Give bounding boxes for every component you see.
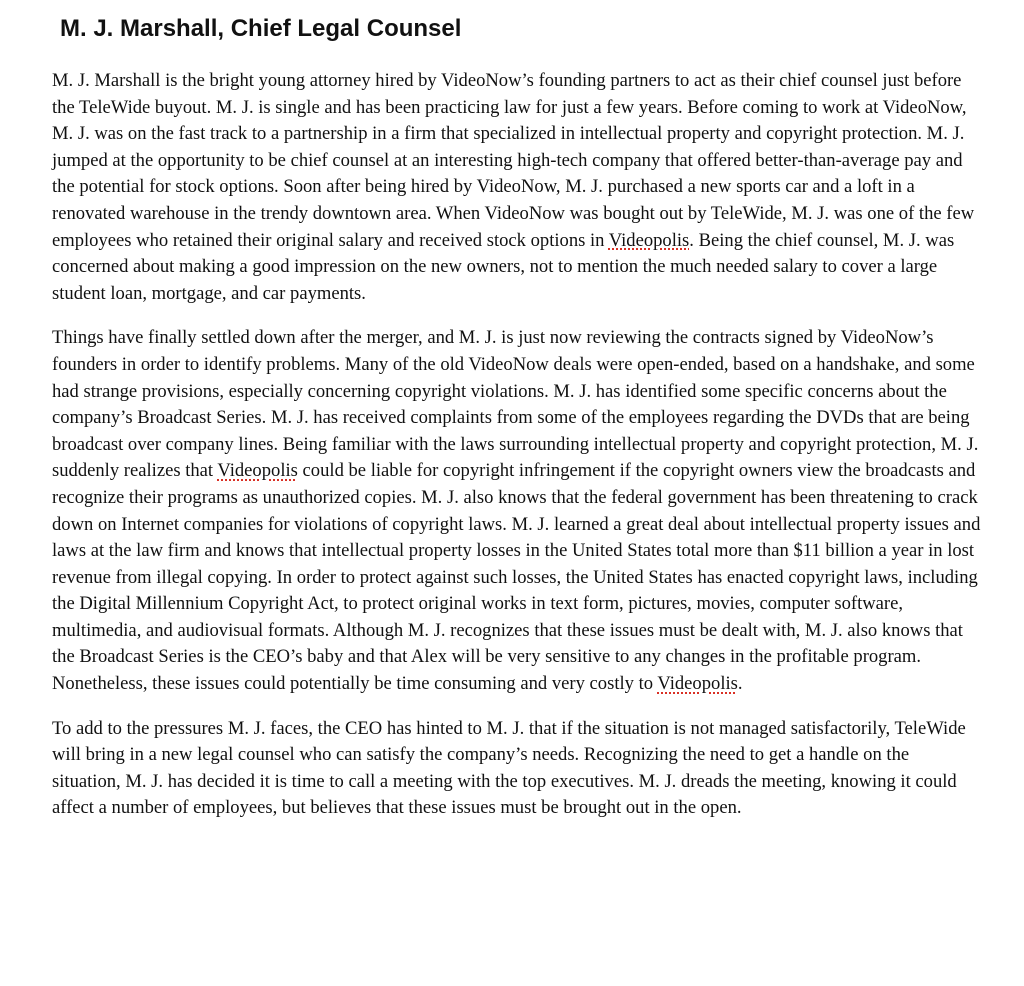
document-title: M. J. Marshall, Chief Legal Counsel [60,15,462,42]
paragraph-1-text-a: M. J. Marshall is the bright young attorney hired by VideoNow’s founding partners to act as their chief counsel just before the TeleWide buyout. M. J. is single and has been practicing law for just a few years. Before coming to work at VideoNow, M. J. was on the fast track to a partnership in a firm that specialized in intellectual property and copyright protection. M. J. jumped at the opportunity to be chief counsel at an interesting high-tech company that offered better-than-average pay and the potential for stock options. Soon after being hired by VideoNow, M. J. purchased a new sports car and a loft in a renovated warehouse in the trendy downtown area. When VideoNow was bought out by TeleWide, M. J. was one of the few employees who retained their original salary and received stock options in [52,70,975,251]
paragraph-1 [52,68,982,307]
paragraph-2-text-a: Things have finally settled down after the merger, and M. J. is just now reviewing the contracts signed by VideoNow’s founders in order to identify problems. Many of the old VideoNow deals were open-ended, based on a handshake, and some had strange provisions, especially concerning copyright violations. M. J. has identified some specific concerns about the company’s Broadcast Series. M. J. has received complaints from some of the employees regarding the DVDs that are being broadcast over company lines. Being familiar with the laws surrounding intellectual property and copyright protection, M. J. suddenly realizes that [52,327,979,482]
spellcheck-flagged-word[interactable]: Videopolis [608,229,690,251]
spellcheck-flagged-word[interactable]: Videopolis [657,673,738,695]
paragraph-2-text-c: . [737,673,743,695]
document-page [52,14,982,822]
paragraph-1-text-b: . Being the chief counsel, M. J. was concerned about making a good impression on the new owners, not to mention the much needed salary to cover a large student loan, mortgage, and car payments. [52,229,955,304]
paragraph-2 [52,325,982,697]
paragraph-2-text-b: could be liable for copyright infringement if the copyright owners view the broadcasts and recognize their programs as unauthorized copies. M. J. also knows that the federal government has been threatening to crack down on Internet companies for violations of copyright laws. M. J. learned a great deal about intellectual property issues and laws at the law firm and knows that intellectual property losses in the United States total more than $11 billion a year in lost revenue from illegal copying. In order to protect against such losses, the United States has enacted copyright laws, including the Digital Millennium Copyright Act, to protect original works in text form, pictures, movies, computer software, multimedia, and audiovisual formats. Although M. J. recognizes that these issues must be dealt with, M. J. also knows that the Broadcast Series is the CEO’s baby and that Alex will be very sensitive to any changes in the profitable program. Nonetheless, these issues could potentially be time consuming and very costly to [52,460,981,695]
paragraph-3: To add to the pressures M. J. faces, the CEO has hinted to M. J. that if the situation is not managed satisfactorily, TeleWide will bring in a new legal counsel who can satisfy the company’s needs. Recognizing the need to get a handle on the situation, M. J. has decided it is time to call a meeting with the top executives. M. J. dreads the meeting, knowing it could affect a number of employees, but believes that these issues must be brought out in the open. [52,717,966,819]
spellcheck-flagged-word[interactable]: Videopolis [217,460,298,482]
